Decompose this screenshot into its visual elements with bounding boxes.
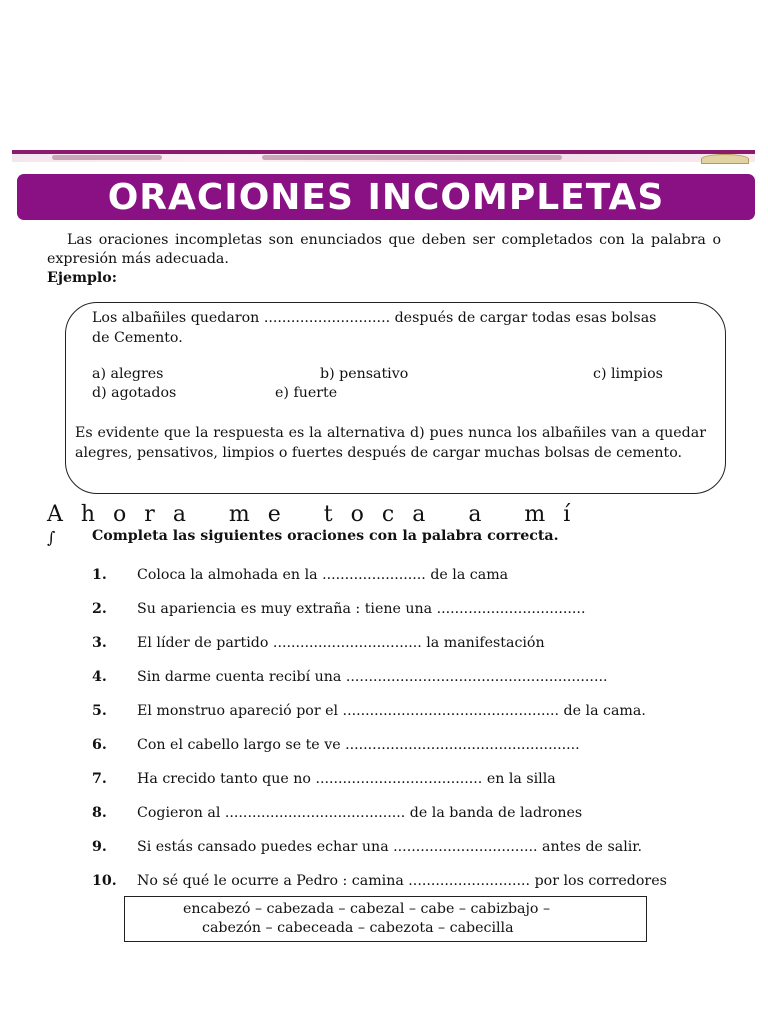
example-explanation: Es evidente que la respuesta es la alternativa d) pues nunca los albañiles van a quedar alegres, pensativos, limpios o fuertes después de cargar muchas bolsas de cemento.	[75, 425, 706, 461]
band-decoration-left	[52, 155, 162, 160]
word-bank-box	[124, 896, 647, 942]
example-label: Ejemplo:	[47, 270, 117, 286]
exercise-item	[92, 737, 580, 753]
exercise-number: 9.	[92, 839, 107, 855]
exercise-item	[92, 635, 545, 651]
exercise-number: 2.	[92, 601, 107, 617]
exercise-item	[92, 601, 585, 617]
example-option-a: a) alegres	[92, 366, 164, 382]
exercise-item	[92, 669, 607, 685]
example-option-b: b) pensativo	[320, 366, 409, 382]
exercise-number: 7.	[92, 771, 107, 787]
exercise-text: No sé qué le ocurre a Pedro : camina ........................... por los corredores	[137, 873, 667, 889]
exercise-text: El monstruo apareció por el ................................................ de la cama.	[137, 703, 646, 719]
exercise-item	[92, 805, 582, 821]
instruction-text: Completa las siguientes oraciones con la palabra correcta.	[92, 528, 559, 544]
example-option-c: c) limpios	[593, 366, 663, 382]
exercise-item	[92, 703, 646, 719]
word-bank-line-1: encabezó – cabezada – cabezal – cabe – cabizbajo –	[183, 901, 551, 917]
exercise-number: 10.	[92, 873, 117, 889]
exercise-number: 5.	[92, 703, 107, 719]
exercise-text: Con el cabello largo se te ve ....................................................	[137, 737, 580, 753]
intro-paragraph	[47, 231, 721, 269]
band-decoration-center	[262, 155, 562, 160]
exercise-text: Si estás cansado puedes echar una ................................ antes de salir.	[137, 839, 643, 855]
page-title: ORACIONES INCOMPLETAS	[107, 176, 665, 218]
header-decorative-band	[12, 150, 755, 162]
example-sentence: Los albañiles quedaron ............................ después de cargar todas esas bolsas de Cemento.	[92, 310, 657, 346]
exercise-number: 8.	[92, 805, 107, 821]
exercise-text: Coloca la almohada en la ....................... de la cama	[137, 567, 509, 583]
exercise-number: 4.	[92, 669, 107, 685]
exercise-text: Cogieron al ........................................ de la banda de ladrones	[137, 805, 583, 821]
exercise-number: 3.	[92, 635, 107, 651]
exercise-item	[92, 567, 508, 583]
intro-text: Las oraciones incompletas son enunciados que deben ser completados con la palabra o expresión más adecuada.	[47, 232, 721, 267]
example-option-d: d) agotados	[92, 385, 177, 401]
header-logo-icon	[701, 154, 749, 164]
section-title: Ahora me toca a mí	[47, 502, 589, 527]
exercise-number: 6.	[92, 737, 107, 753]
exercise-text: Su apariencia es muy extraña : tiene una .................................	[137, 601, 586, 617]
exercise-text: El líder de partido ................................. la manifestación	[137, 635, 545, 651]
word-bank-line-2: cabezón – cabeceada – cabezota – cabecilla	[202, 920, 514, 936]
exercise-text: Sin darme cuenta recibí una ..........................................................	[137, 669, 608, 685]
integral-bullet-icon: ∫	[47, 528, 56, 547]
exercise-text: Ha crecido tanto que no ..................................... en la silla	[137, 771, 556, 787]
exercise-number: 1.	[92, 567, 107, 583]
exercise-item	[92, 771, 556, 787]
exercise-item	[92, 839, 642, 855]
title-banner	[17, 174, 755, 220]
example-option-e: e) fuerte	[275, 385, 338, 401]
exercise-item	[92, 873, 667, 889]
